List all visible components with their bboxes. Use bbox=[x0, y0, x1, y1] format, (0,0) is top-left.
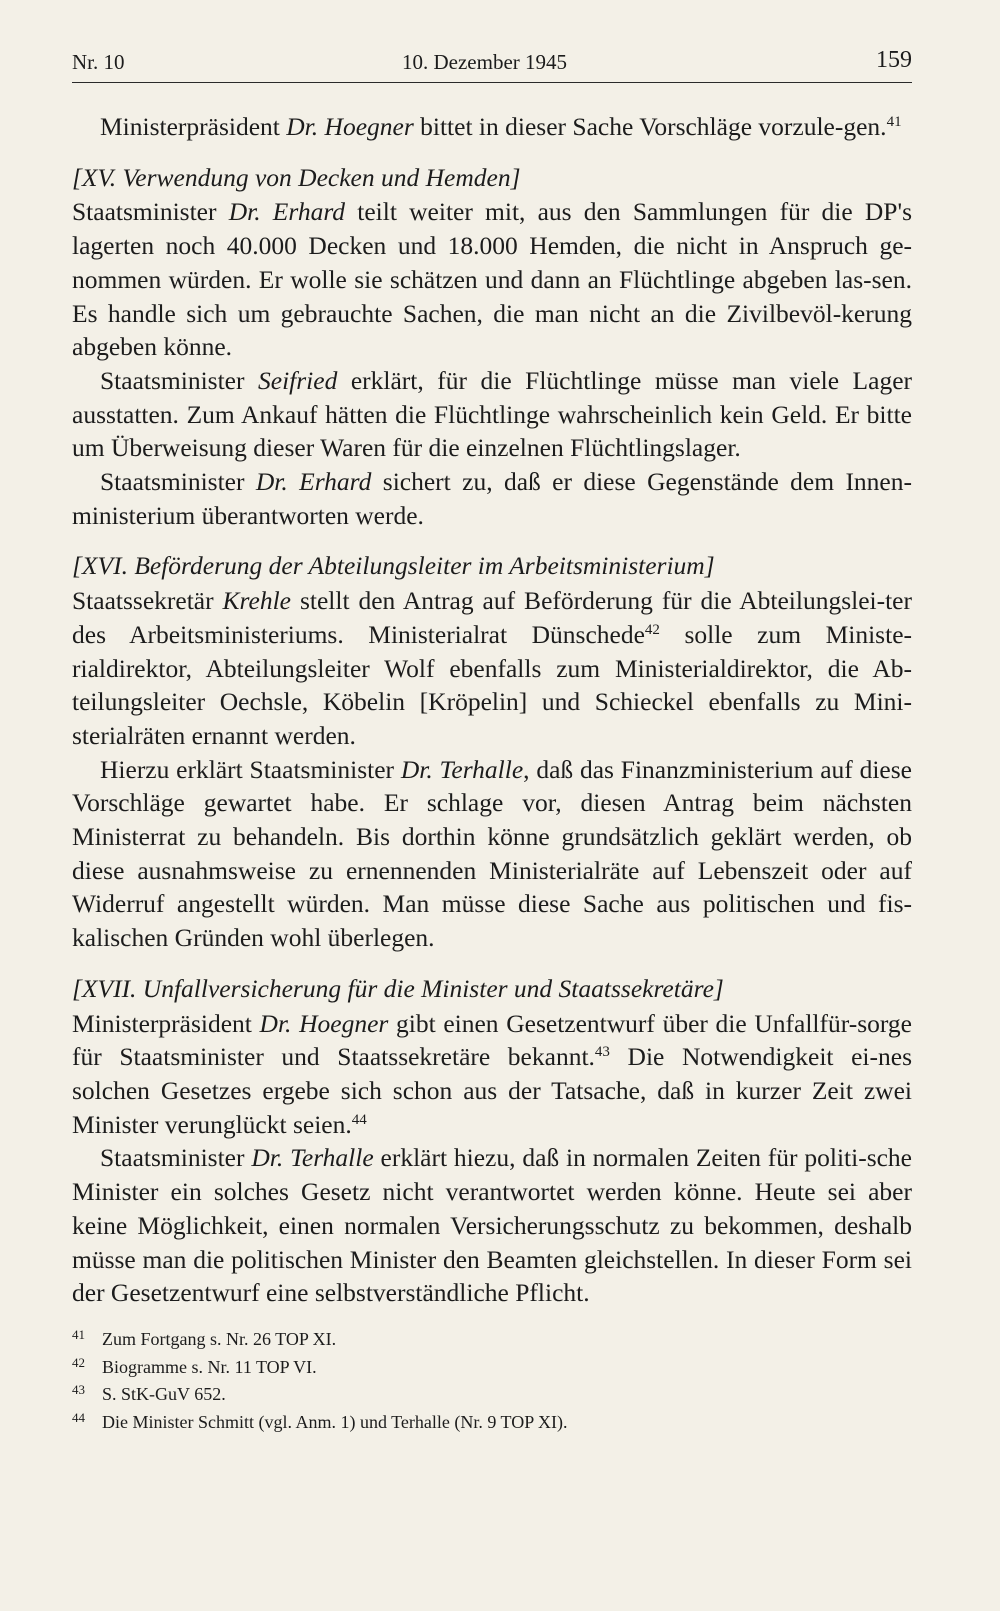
footnote-text: S. StK-GuV 652. bbox=[102, 1384, 226, 1404]
text-run: bittet in dieser Sache Vorschläge vorzule-gen. bbox=[413, 112, 887, 141]
text-run: stellt den Antrag auf Beförderung für die Abteilungslei-ter des Arbeitsministeriums. Ministerialrat Dünschede bbox=[72, 586, 912, 649]
paragraph bbox=[72, 364, 912, 465]
person-name: Krehle bbox=[222, 586, 292, 616]
text-run: erklärt hiezu, daß in normalen Zeiten für politi-sche Minister ein solches Gesetz nicht verantwortet werden könne. Heute sei aber keine Möglichkeit, einen normalen Versicherungsschutz zu bekommen, deshalb müsse man die politischen Minister den Beamten gleichstellen. In dieser Form sei der Gesetzentwurf eine selbstverständliche Pflicht. bbox=[72, 1143, 913, 1308]
paragraph bbox=[72, 1141, 912, 1310]
text-run: Staatsminister bbox=[100, 467, 256, 497]
footnote-ref[interactable]: 42 bbox=[644, 621, 660, 638]
section-heading-xvi: [XVI. Beförderung der Abteilungsleiter im Arbeitsministerium] bbox=[72, 551, 715, 581]
title-dr: Dr. bbox=[255, 467, 288, 497]
footnote-text: Zum Fortgang s. Nr. 26 TOP XI. bbox=[102, 1329, 337, 1349]
footnote bbox=[72, 1354, 912, 1382]
footnote-text: Die Minister Schmitt (vgl. Anm. 1) und Terhalle (Nr. 9 TOP XI). bbox=[102, 1411, 568, 1432]
footnote bbox=[72, 1326, 912, 1354]
text-run: teilt weiter mit, aus den Sammlungen für die DP's lagerten noch 40.000 Decken und 18.000 Hemden, die nicht in Anspruch ge-nommen würden. Er wolle sie schätzen und dann an Flüchtlinge abgeben las-sen. Es handle sich um gebrauchte Sachen, die man nicht an die Zivilbevöl-kerung abgeben könne. bbox=[72, 197, 912, 362]
document-number: Nr. 10 bbox=[72, 50, 125, 74]
person-name: Terhalle bbox=[439, 754, 524, 784]
running-header bbox=[72, 48, 912, 83]
footnote-ref[interactable]: 41 bbox=[886, 114, 902, 130]
document-body bbox=[72, 110, 912, 1310]
text-run: Staatsminister bbox=[100, 365, 258, 395]
text-run: Hierzu erklärt Staatsminister bbox=[100, 754, 401, 784]
paragraph bbox=[72, 1007, 912, 1142]
title-dr: Dr. bbox=[400, 754, 433, 784]
person-name: Terhalle bbox=[290, 1143, 374, 1173]
footnote-number: 41 bbox=[72, 1327, 85, 1342]
text-run: gibt einen Gesetzentwurf über die Unfallfür-sorge für Staatsminister und Staatssekretäre bekannt. bbox=[72, 1008, 912, 1072]
person-name: Erhard bbox=[272, 197, 346, 227]
section-heading-xvii: [XVII. Unfallversicherung für die Minister und Staatssekretäre] bbox=[72, 973, 724, 1003]
title-dr: Dr. bbox=[251, 1143, 284, 1173]
footnote-number: 43 bbox=[72, 1382, 85, 1397]
text-run: , daß das Finanzministerium auf diese Vorschläge gewartet habe. Er schlage vor, diesen Antrag beim nächsten Ministerrat zu behandeln. Bis dorthin könne grundsätzlich geklärt werden, ob diese ausnahmsweise zu ernennenden Ministerialräte auf Lebenszeit oder auf Widerruf angestellt würden. Man müsse diese Sache aus politischen und fis-kalischen Gründen wohl überlegen. bbox=[72, 754, 912, 953]
paragraph bbox=[72, 753, 912, 955]
footnote bbox=[72, 1409, 912, 1437]
footnote-number: 42 bbox=[72, 1354, 85, 1370]
footnotes bbox=[72, 1326, 912, 1436]
paragraph bbox=[72, 110, 912, 144]
paragraph bbox=[72, 465, 912, 532]
person-name: Hoegner bbox=[299, 1008, 389, 1038]
text-run: Staatsminister bbox=[100, 1143, 252, 1173]
paragraph bbox=[72, 584, 912, 753]
text-run: sichert zu, daß er diese Gegenstände dem Innen-ministerium überantworten werde. bbox=[72, 467, 912, 530]
person-name: Seifried bbox=[258, 365, 338, 395]
footnote-ref[interactable]: 44 bbox=[351, 1111, 367, 1128]
footnote-number: 44 bbox=[72, 1409, 85, 1425]
text-run: Staatssekretär bbox=[72, 586, 223, 616]
text-run: Ministerpräsident bbox=[100, 112, 287, 141]
text-run: Die Notwendigkeit ei-nes solchen Gesetzes ergebe sich schon aus der Tatsache, daß in kurzer Zeit zwei Minister verunglückt seien. bbox=[72, 1042, 912, 1139]
title-dr: Dr. bbox=[286, 112, 319, 141]
person-name: Erhard bbox=[299, 467, 372, 497]
title-dr: Dr. bbox=[228, 197, 261, 227]
paragraph bbox=[72, 195, 912, 364]
person-name: Hoegner bbox=[324, 112, 414, 141]
text-run: Staatsminister bbox=[72, 197, 229, 227]
section-heading-xv: [XV. Verwendung von Decken und Hemden] bbox=[72, 162, 521, 192]
text-run: Ministerpräsident bbox=[72, 1008, 260, 1038]
page-number: 159 bbox=[876, 47, 912, 73]
footnote-text: Biogramme s. Nr. 11 TOP VI. bbox=[102, 1356, 317, 1377]
text-run: solle zum Ministe-rialdirektor, Abteilungsleiter Wolf ebenfalls zum Ministerialdirektor, die Ab-teilungsleiter Oechsle, Köbelin [Kröpelin] und Schieckel ebenfalls zu Mini-sterialräten ernannt werden. bbox=[72, 619, 912, 750]
title-dr: Dr. bbox=[259, 1008, 292, 1038]
text-run: erklärt, für die Flüchtlinge müsse man viele Lager ausstatten. Zum Ankauf hätten die Flüchtlinge wahrscheinlich kein Geld. Er bitte um Überweisung dieser Waren für die einzelnen Flüchtlingslager. bbox=[72, 365, 913, 463]
footnote bbox=[72, 1381, 912, 1409]
footnote-ref[interactable]: 43 bbox=[594, 1044, 610, 1061]
document-date: 10. Dezember 1945 bbox=[402, 50, 568, 74]
